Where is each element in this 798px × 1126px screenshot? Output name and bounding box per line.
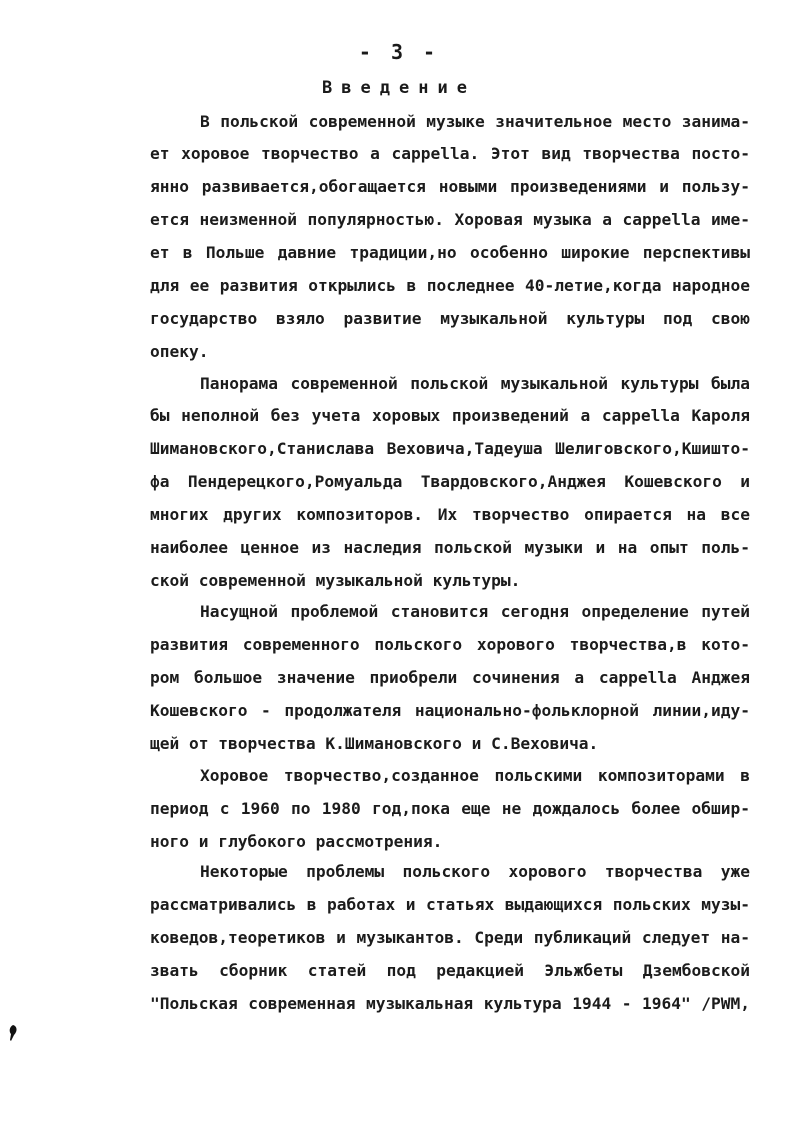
paragraph-line: ской современной музыкальной культуры.	[150, 571, 521, 590]
paragraph-line: ного и глубокого рассмотрения.	[150, 832, 443, 851]
paragraph-line: развития современного польского хорового творчества,в кото-	[150, 635, 750, 654]
paragraph-line: Кошевского - продолжателя национально-фольклорной линии,иду-	[150, 701, 750, 720]
paragraph-line: бы неполной без учета хоровых произведений a cappella Кароля	[150, 406, 750, 425]
paragraph-line: Насущной проблемой становится сегодня определение путей	[200, 602, 750, 621]
paragraph-line: Некоторые проблемы польского хорового творчества уже	[200, 862, 750, 881]
paragraph-line: янно развивается,обогащается новыми произведениями и пользу-	[150, 177, 750, 196]
scan-mark-icon	[8, 1024, 18, 1042]
paragraph-line: фа Пендерецкого,Ромуальда Твардовского,Анджея Кошевского и	[150, 472, 750, 491]
paragraph-line: наиболее ценное из наследия польской музыки и на опыт поль-	[150, 538, 750, 557]
paragraph-line: ром большое значение приобрели сочинения a cappella Анджея	[150, 668, 750, 687]
paragraph-line: Шимановского,Станислава Веховича,Тадеуша Шелиговского,Кшишто-	[150, 439, 750, 458]
paragraph-line: щей от творчества К.Шимановского и С.Веховича.	[150, 734, 599, 753]
paragraph-line: звать сборник статей под редакцией Эльжбеты Дзембовской	[150, 961, 750, 980]
paragraph-line: В польской современной музыке значительное место занима-	[200, 112, 750, 131]
paragraph-line: Панорама современной польской музыкальной культуры была	[200, 374, 750, 393]
paragraph-line: рассматривались в работах и статьях выдающихся польских музы-	[150, 895, 750, 914]
paragraph-line: для ее развития открылись в последнее 40-летие,когда народное	[150, 276, 750, 295]
paragraph-line: Хоровое творчество,созданное польскими композиторами в	[200, 766, 750, 785]
paragraph-line: период с 1960 по 1980 год,пока еще не дождалось более обшир-	[150, 799, 750, 818]
page-number: - 3 -	[358, 40, 440, 64]
paragraph-line: коведов,теоретиков и музыкантов. Среди публикаций следует на-	[150, 928, 750, 947]
paragraph-line: "Польская современная музыкальная культура 1944 - 1964" /PWM,	[150, 994, 750, 1013]
paragraph-line: многих других композиторов. Их творчество опирается на все	[150, 505, 750, 524]
page-heading: Введение	[322, 78, 476, 98]
paragraph-line: государство взяло развитие музыкальной культуры под свою	[150, 309, 750, 328]
paragraph-line: ет в Польше давние традиции,но особенно широкие перспективы	[150, 243, 750, 262]
paragraph-line: опеку.	[150, 342, 209, 361]
paragraph-line: ется неизменной популярностью. Хоровая музыка a cappella име-	[150, 210, 750, 229]
paragraph-line: ет хоровое творчество a cappella. Этот вид творчества посто-	[150, 144, 750, 163]
